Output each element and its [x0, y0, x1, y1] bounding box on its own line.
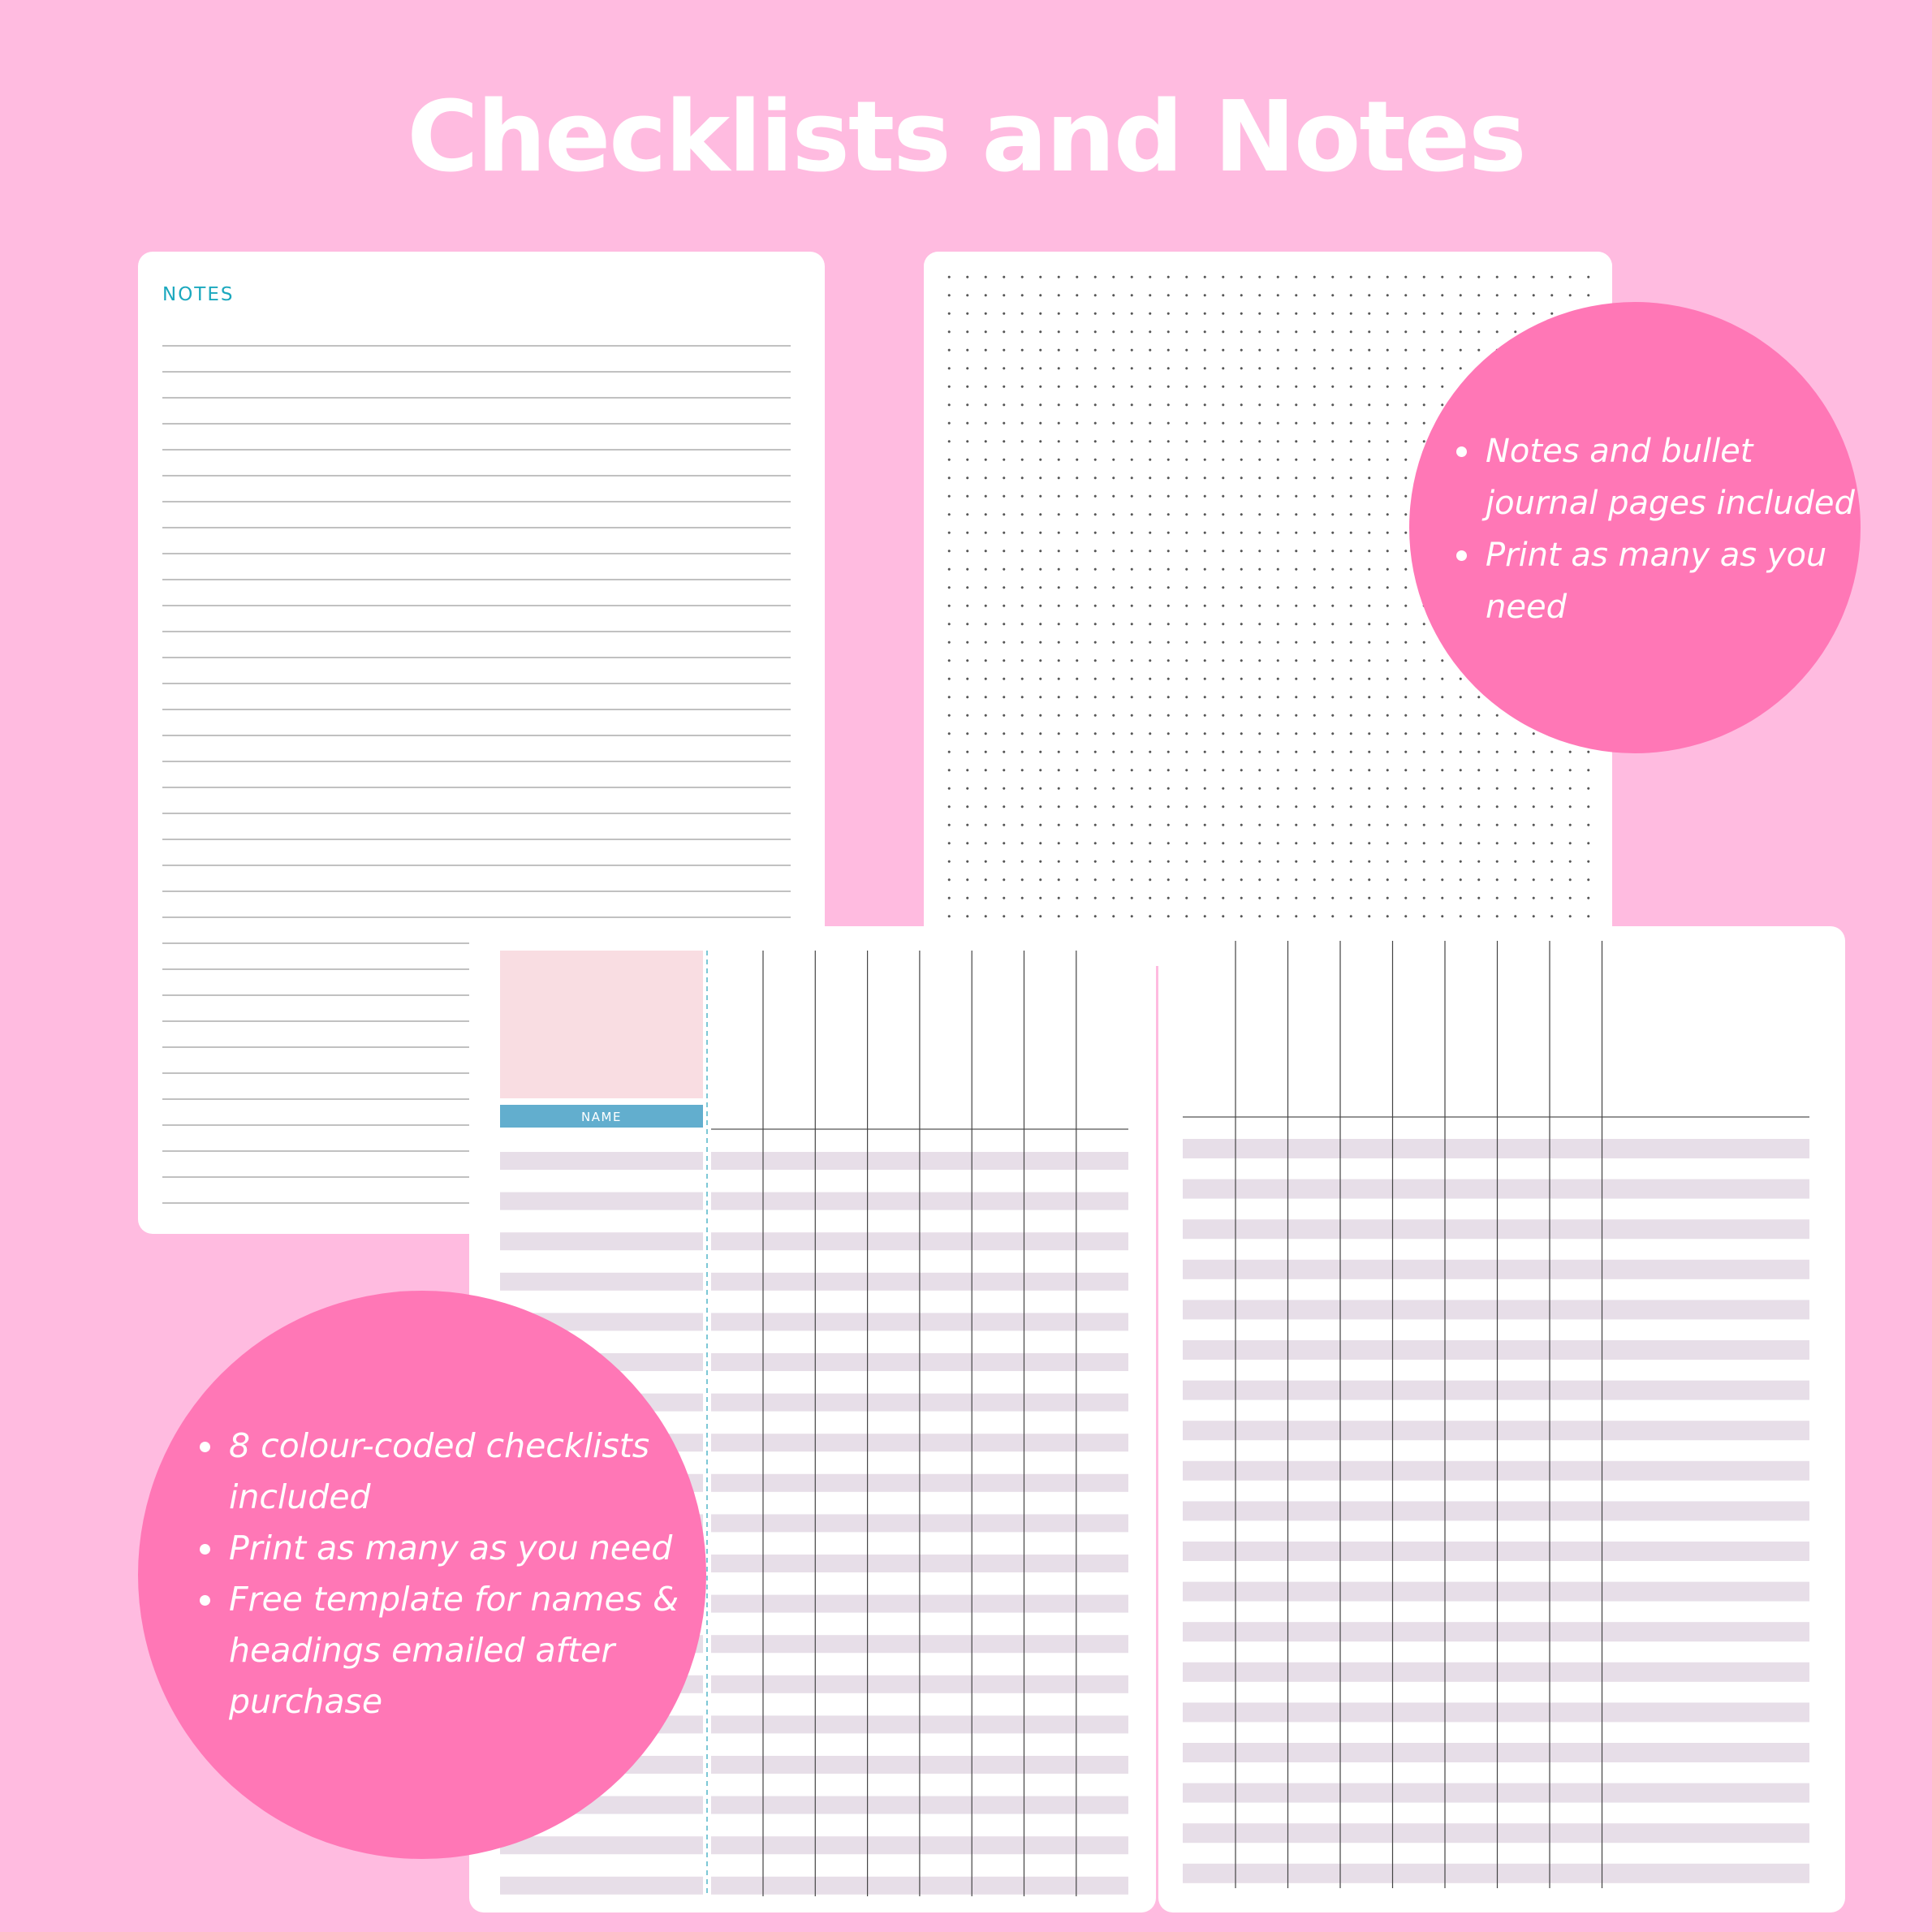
feature-item: Notes and bullet journal pages included — [1450, 425, 1872, 529]
check-row-stripe — [1183, 1219, 1809, 1239]
name-row-stripe — [500, 1877, 703, 1895]
check-row-stripe — [1183, 1260, 1809, 1279]
feature-list-checklists — [193, 1421, 680, 1727]
check-row-stripe — [1183, 1300, 1809, 1319]
page-title: Checklists and Notes — [407, 81, 1525, 194]
check-row-stripe — [1183, 1139, 1809, 1158]
feature-item: 8 colour-coded checklists included — [193, 1421, 680, 1523]
checklist-grid-right — [1158, 926, 1845, 1913]
check-row-stripe — [1183, 1381, 1809, 1400]
name-row-stripe — [500, 1273, 703, 1291]
name-row-stripe — [500, 1232, 703, 1250]
check-row-stripe — [1183, 1743, 1809, 1762]
check-row-stripe — [1183, 1542, 1809, 1561]
check-row-stripe — [1183, 1702, 1809, 1722]
check-row-stripe — [1183, 1783, 1809, 1803]
name-row-stripe — [500, 1836, 703, 1854]
check-row-stripe — [1183, 1501, 1809, 1520]
feature-bubble-checklists — [138, 1291, 706, 1859]
check-row-stripe — [1183, 1622, 1809, 1641]
check-row-stripe — [1183, 1179, 1809, 1199]
checklist-page-right — [1158, 926, 1845, 1913]
name-row-stripe — [500, 1152, 703, 1170]
name-row-stripe — [500, 1192, 703, 1210]
check-row-stripe — [1183, 1662, 1809, 1682]
check-row-stripe — [1183, 1421, 1809, 1440]
name-column-header: NAME — [581, 1110, 622, 1124]
feature-list-notes — [1450, 425, 1872, 633]
check-row-stripe — [1183, 1582, 1809, 1602]
feature-item: Print as many as you need — [1450, 529, 1872, 633]
feature-item: Print as many as you need — [193, 1523, 680, 1574]
feature-item: Free template for names & headings emailed after purchase — [193, 1574, 680, 1727]
feature-bubble-notes — [1409, 302, 1861, 753]
check-row-stripe — [1183, 1461, 1809, 1481]
check-row-stripe — [1183, 1823, 1809, 1843]
name-photo-box — [500, 951, 703, 1098]
check-row-stripe — [1183, 1864, 1809, 1883]
notes-label: NOTES — [162, 284, 235, 305]
check-row-stripe — [1183, 1340, 1809, 1360]
